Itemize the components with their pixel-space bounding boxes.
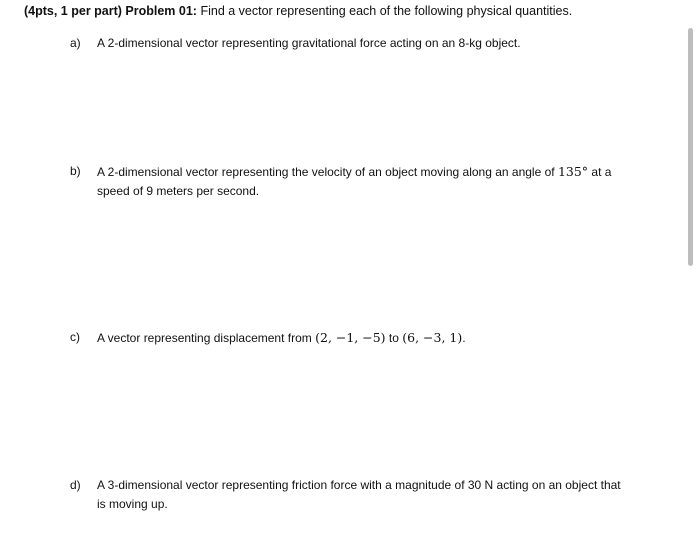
part-d — [70, 476, 630, 514]
vertical-scrollbar[interactable] — [688, 28, 693, 266]
part-b-text-before: A 2-dimensional vector representing the velocity of an object moving along an angle of — [97, 165, 558, 179]
part-d-letter: d) — [70, 478, 81, 492]
part-a-text: A 2-dimensional vector representing gravitational force acting on an 8-kg object. — [97, 36, 521, 50]
part-c-text-after: . — [462, 331, 466, 345]
angle-value: 135° — [557, 164, 589, 179]
part-c-text-before: A vector representing displacement from — [97, 331, 316, 345]
part-b-text-after: at a speed of 9 meters per second. — [97, 165, 612, 198]
part-b-text — [97, 162, 630, 201]
part-b — [70, 162, 630, 201]
part-c-text — [97, 328, 630, 348]
part-a — [70, 34, 630, 53]
part-c-letter: c) — [70, 330, 80, 344]
part-d-text: A 3-dimensional vector representing friction force with a magnitude of 30 N acting on an object that is moving up. — [97, 478, 621, 511]
part-c-text-mid: to — [385, 331, 403, 345]
end-point: (6, −3, 1) — [402, 330, 463, 345]
problem-header — [24, 3, 572, 19]
points-label: (4pts, 1 per part) Problem 01: — [24, 4, 197, 18]
part-c — [70, 328, 630, 348]
problem-instruction: Find a vector representing each of the following physical quantities. — [200, 4, 573, 18]
part-a-letter: a) — [70, 36, 81, 50]
part-b-letter: b) — [70, 164, 81, 178]
start-point: (2, −1, −5) — [315, 330, 386, 345]
